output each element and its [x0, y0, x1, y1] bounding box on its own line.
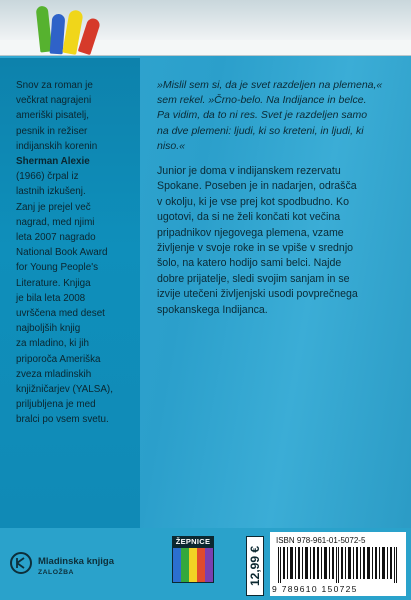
isbn-label: ISBN 978-961-01-5072-5: [276, 536, 366, 545]
publisher-logo-icon: [10, 552, 32, 574]
bio-line: najboljših knjig: [16, 323, 81, 335]
author-bio: [16, 78, 140, 428]
publisher-name: Mladinska knjiga: [38, 556, 115, 567]
book-quote: [157, 78, 397, 154]
bio-line: pesnik in režiser: [16, 125, 88, 137]
description-line: v okolju, ki je vse prej kot spodbudno. Ko: [157, 195, 349, 208]
bio-line: for Young People's: [16, 262, 99, 274]
quote-line: »Mislil sem si, da je svet razdeljen na plemena,«: [157, 79, 383, 91]
barcode-block: [270, 532, 406, 596]
price-tag: [246, 536, 264, 596]
bio-line: nagrad, med njimi: [16, 216, 95, 228]
description-line: izvije utečeni življenjski usodi povprečnega: [157, 288, 358, 301]
description-line: Spokane. Poseben je in nadarjen, odrašča: [157, 180, 357, 193]
bio-line: National Book Award: [16, 247, 108, 259]
series-color-bars: [172, 547, 214, 583]
author-name: Sherman Alexie: [16, 156, 90, 168]
bio-line: ameriški pisatelj,: [16, 110, 89, 122]
bio-line: leta 2007 nagrado: [16, 232, 96, 244]
series-bar-purple: [205, 548, 213, 582]
quote-line: na dve plemeni: ljudi, ki so kreteni, in ljudi, ki: [157, 124, 364, 137]
series-bar-red: [197, 548, 205, 582]
series-bar-yellow: [189, 548, 197, 582]
bio-line: Snov za roman je: [16, 80, 93, 91]
description-line: šolo, na katero hodijo sami belci. Najde: [157, 257, 342, 270]
bio-line: Zanj je prejel več: [16, 201, 91, 213]
bio-line: (1966) črpal iz: [16, 171, 79, 183]
bio-line: knjižničarjev (YALSA),: [16, 384, 113, 396]
bio-line: zveza mladinskih: [16, 368, 92, 380]
series-label: ŽEPNICE: [172, 536, 214, 547]
description-line: življenje v svoje roke in se vpiše v srednjo: [157, 242, 354, 255]
book-description: [157, 164, 397, 318]
bio-line: bralci po vsem svetu.: [16, 414, 109, 426]
bio-line: je bila leta 2008: [16, 292, 86, 304]
price-value: 12,99 €: [248, 545, 262, 587]
series-bar-blue: [173, 548, 181, 582]
series-logo: [172, 536, 214, 583]
description-line: dobre prijatelje, sledi svojim sanjam in se: [157, 272, 350, 285]
bio-line: uvrščena med deset: [16, 308, 105, 320]
bio-line: Literature. Knjiga: [16, 277, 91, 289]
description-line: pripadnikov njegovega plemena, vzame: [157, 226, 344, 239]
barcode-digits: 9 789610 150725: [272, 584, 358, 594]
quote-line: sem rekel. »Črno-belo. Na Indijance in belce.: [157, 94, 367, 107]
description-line: spokanskega Indijanca.: [157, 303, 268, 316]
barcode-icon: [276, 547, 400, 583]
bio-line: večkrat nagrajeni: [16, 95, 92, 107]
bio-line: indijanskih korenin: [16, 140, 98, 152]
quote-line: Pa vidim, da to ni res. Svet je razdeljen samo: [157, 109, 368, 122]
quote-line: niso.«: [157, 139, 186, 152]
bio-line: lastnih izkušenj.: [16, 186, 86, 198]
description-line: Junior je doma v indijanskem rezervatu: [157, 165, 341, 177]
bio-line: za mladino, ki jih: [16, 338, 89, 350]
publisher-division: ZALOŽBA: [38, 569, 74, 576]
series-bar-green: [181, 548, 189, 582]
description-line: ugotovi, da si ne želi končati kot večina: [157, 211, 341, 224]
bio-line: priljubljena je med: [16, 399, 96, 411]
bio-line: priporoča Ameriška: [16, 353, 101, 365]
